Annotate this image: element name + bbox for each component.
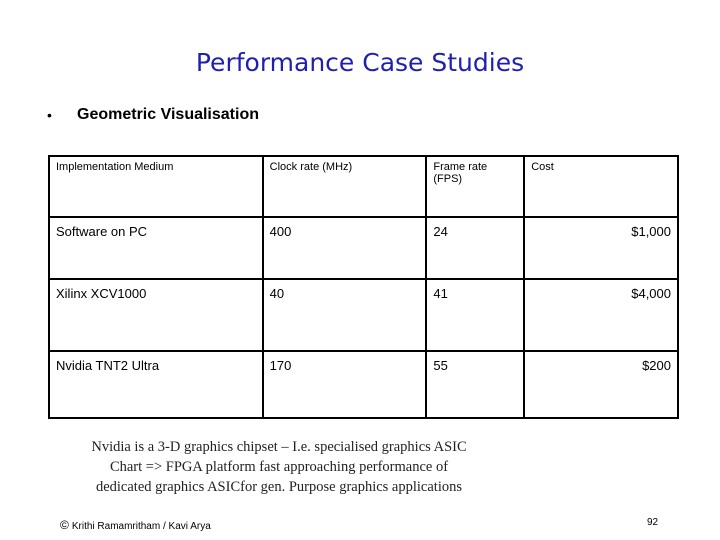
cell-implementation: Xilinx XCV1000 (49, 279, 263, 351)
cell-frame-rate: 24 (426, 217, 524, 279)
slide-note (0, 437, 558, 497)
header-implementation: Implementation Medium (49, 156, 263, 217)
header-frame-rate: Frame rate (FPS) (426, 156, 524, 217)
table-row (49, 279, 678, 351)
footer-author: Krithi Ramamritham / Kavi Arya (71, 521, 211, 532)
cell-cost: $1,000 (524, 217, 678, 279)
cell-implementation: Software on PC (49, 217, 263, 279)
cell-frame-rate: 41 (426, 279, 524, 351)
bullet-icon: • (47, 107, 52, 123)
cell-clock-rate: 40 (263, 279, 427, 351)
cell-clock-rate: 400 (263, 217, 427, 279)
cell-implementation: Nvidia TNT2 Ultra (49, 351, 263, 418)
note-line: Chart => FPGA platform fast approaching performance of (109, 459, 449, 475)
performance-table (48, 155, 679, 419)
slide-title: Performance Case Studies (195, 48, 525, 77)
cell-clock-rate: 170 (263, 351, 427, 418)
note-line: Nvidia is a 3-D graphics chipset – I.e. specialised graphics ASIC (91, 439, 467, 455)
table-row (49, 217, 678, 279)
copyright-icon: © (60, 518, 69, 532)
cell-cost: $200 (524, 351, 678, 418)
note-line: dedicated graphics ASICfor gen. Purpose graphics applications (95, 479, 463, 495)
footer-credit (60, 518, 211, 532)
table-row (49, 351, 678, 418)
table-header-row (49, 156, 678, 217)
page-number: 92 (647, 517, 659, 528)
cell-cost: $4,000 (524, 279, 678, 351)
bullet-text: Geometric Visualisation (77, 106, 259, 123)
cell-frame-rate: 55 (426, 351, 524, 418)
header-cost: Cost (524, 156, 678, 217)
bullet-item (47, 106, 259, 124)
header-clock-rate: Clock rate (MHz) (263, 156, 427, 217)
